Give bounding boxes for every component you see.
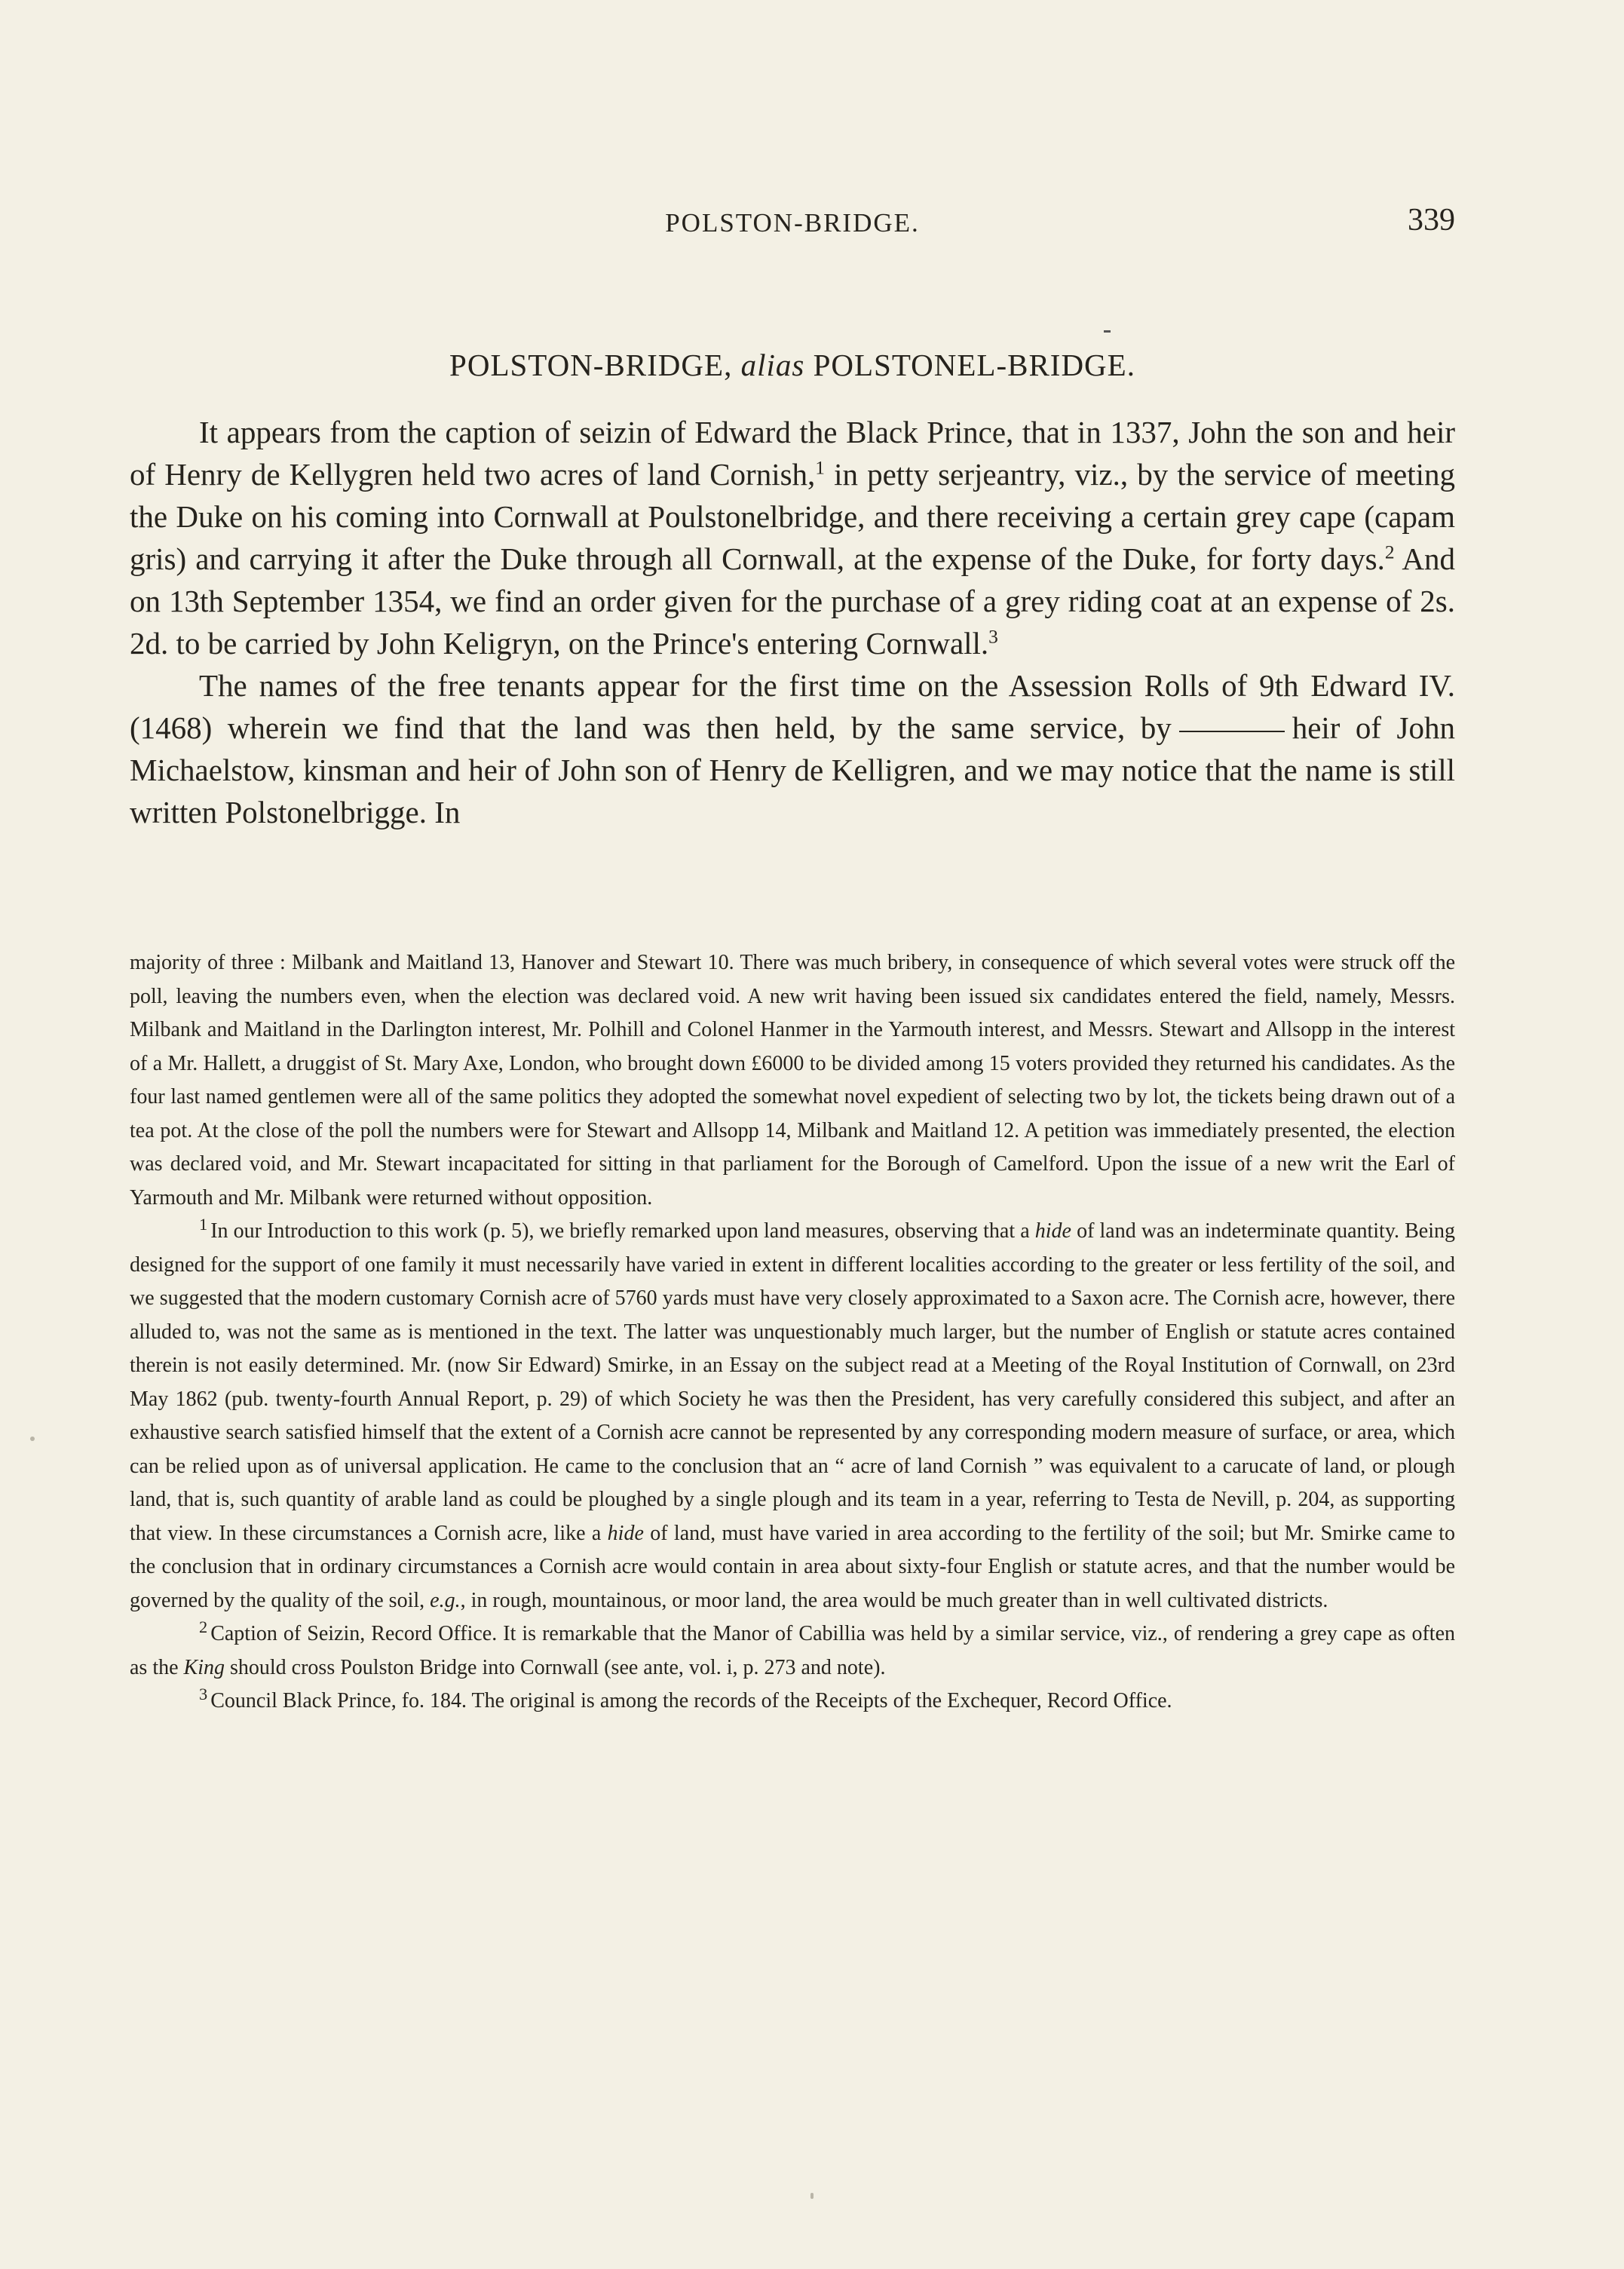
running-title: POLSTON-BRIDGE. — [665, 208, 920, 238]
footnote-2 — [130, 1617, 1455, 1685]
running-head — [130, 202, 1455, 247]
page-number: 339 — [1408, 203, 1455, 238]
section-title — [130, 347, 1455, 383]
footnote-ref-2: 2 — [1384, 541, 1395, 563]
footnote-1 — [130, 1215, 1455, 1617]
footnotes — [130, 946, 1455, 1719]
main-text — [130, 411, 1455, 833]
footnote-1-mark: 1 — [199, 1214, 208, 1234]
printer-mark — [1104, 330, 1111, 333]
paragraph-1-text-b: in petty serjeantry, viz., by the service of meeting the Duke on his coming into Cornwall at Poulstonelbridge, and there receiving a certain grey cape (capam gris) and carrying it after the Duke through all Cornwall, at the expense of the Duke, for forty days. — [130, 457, 1455, 576]
footnote-1-italic-eg: e.g. — [430, 1588, 461, 1612]
footnote-1-text-d: , in rough, mountainous, or moor land, the area would be much greater than in well cultivated districts. — [460, 1588, 1328, 1612]
footnote-ref-1: 1 — [815, 457, 825, 479]
footnote-2-text-a: Caption of Seizin, Record Office. It is remarkable that the Manor of Cabillia was held by a similar service, viz., of rendering a grey cape as often as the — [130, 1622, 1455, 1679]
footnote-2-mark: 2 — [199, 1617, 208, 1636]
footnote-3-text: Council Black Prince, fo. 184. The original is among the records of the Receipts of the Exchequer, Record Office. — [210, 1689, 1172, 1712]
blank-name-rule — [1179, 731, 1285, 732]
footnote-3 — [130, 1685, 1455, 1719]
footnote-3-mark: 3 — [199, 1684, 208, 1703]
title-part-1: POLSTON-BRIDGE, — [449, 348, 741, 382]
paragraph-2-text-a: The names of the free tenants appear for the first time on the Assession Rolls of 9th Edward IV. (1468) wherein we find that the land was then held, by the same service, by — [130, 668, 1455, 745]
footnote-1-text-a: In our Introduction to this work (p. 5), we briefly remarked upon land measures, observing that a — [210, 1219, 1035, 1243]
footnote-1-italic-hide: hide — [1034, 1219, 1071, 1243]
footnote-ref-3: 3 — [988, 626, 998, 648]
paragraph-1-text-c: And on 13th September 1354, we find an order given for the purchase of a grey riding coat at an expense of 2s. 2d. to be carried by John Keligryn, on the Prince's entering Cornwall. — [130, 541, 1455, 661]
paragraph-1 — [130, 411, 1455, 664]
footnote-1-text-b: of land was an indeterminate quantity. Being designed for the support of one family it must necessarily have varied in extent in different localities according to the greater or less fertility of the soil, and we suggested that the modern customary Cornish acre of 5760 yards must have very closely approximated to a Saxon acre. The Cornish acre, however, there alluded to, was not the same as is mentioned in the text. The latter was unquestionably much larger, but the number of English or statute acres contained therein is not easily determined. Mr. (now Sir Edward) Smirke, in an Essay on the subject read at a Meeting of the Royal Institution of Cornwall, on 23rd May 1862 (pub. twenty-fourth Annual Report, p. 29) of which Society he was then the President, has very carefully considered this subject, and after an exhaustive search satisfied himself that the extent of a Cornish acre cannot be represented by any corresponding modern measure of surface, or area, which can be relied upon as of universal application. He came to the conclusion that an “ acre of land Cornish ” was equivalent to a carucate of land, or plough land, that is, such quantity of arable land as could be ploughed by a single plough and its team in a year, referring to Testa de Nevill, p. 204, as supporting that view. In these circumstances a Cornish acre, like a — [130, 1219, 1456, 1545]
paragraph-2-text-b: heir of John Michaelstow, kinsman and heir of John son of Henry de Kelligren, and we may notice that the name is still written Polstonelbrigge. In — [130, 710, 1455, 829]
footnote-1-text-c: of land, must have varied in area according to the fertility of the soil; but Mr. Smirke came to the conclusion that in ordinary circumstances a Cornish acre would contain in area about sixty-four English or statute acres, and that the number would be governed by the quality of the soil, — [130, 1521, 1456, 1612]
paper-speck — [30, 1437, 35, 1441]
footnote-continuation: majority of three : Milbank and Maitland 13, Hanover and Stewart 10. There was much bribery, in consequence of which several votes were struck off the poll, leaving the numbers even, when the election was declared void. A new writ having been issued six candidates entered the field, namely, Messrs. Milbank and Maitland in the Darlington interest, Mr. Polhill and Colonel Hanmer in the Yarmouth interest, and Messrs. Stewart and Allsopp in the interest of a Mr. Hallett, a druggist of St. Mary Axe, London, who brought down £6000 to be divided among 15 voters provided they returned his candidates. As the four last named gentlemen were all of the same politics they adopted the somewhat novel expedient of selecting two by lot, the tickets being drawn out of a tea pot. At the close of the poll the numbers were for Stewart and Allsopp 14, Milbank and Maitland 12. A petition was immediately presented, the election was declared void, and Mr. Stewart incapacitated for sitting in that parliament for the Borough of Camelford. Upon the issue of a new writ the Earl of Yarmouth and Mr. Milbank were returned without opposition. — [130, 951, 1455, 1210]
paper-speck — [810, 2193, 814, 2199]
footnote-2-italic-king: King — [183, 1655, 225, 1679]
paragraph-1-text-a: It appears from the caption of seizin of Edward the Black Prince, that in 1337, John the son and heir of Henry de Kellygren held two acres of land Cornish, — [130, 415, 1455, 492]
footnote-2-text-b: should cross Poulston Bridge into Cornwall (see ante, vol. i, p. 273 and note). — [225, 1655, 886, 1679]
paragraph-2 — [130, 664, 1455, 833]
title-part-2: POLSTONEL-BRIDGE. — [804, 348, 1135, 382]
footnote-1-italic-hide-2: hide — [607, 1521, 644, 1545]
title-alias: alias — [740, 348, 805, 382]
